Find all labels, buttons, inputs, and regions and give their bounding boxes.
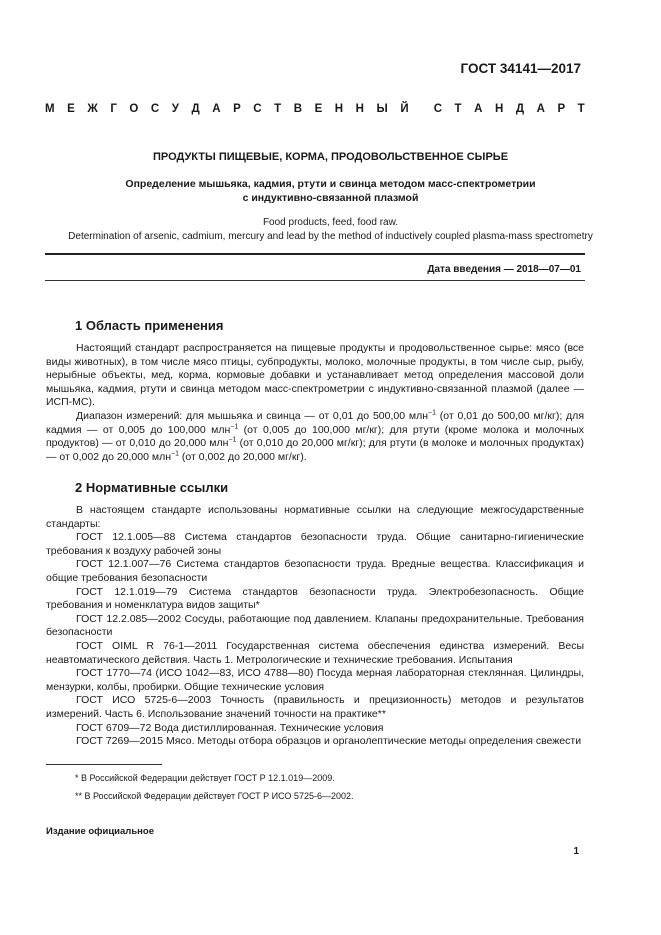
footnote-divider bbox=[46, 764, 162, 765]
standard-type-letter: С bbox=[150, 103, 160, 115]
reference-item: ГОСТ OIML R 76-1—2011 Государственная система обеспечения единства измерений. Весы неавтоматического действия. Часть 1. Метрологические и технические требования. Испытания bbox=[46, 639, 584, 666]
section-2-heading: 2 Нормативные ссылки bbox=[75, 480, 229, 495]
english-title bbox=[0, 216, 661, 244]
standard-type-letter: Ж bbox=[87, 103, 98, 115]
subtitle-line-2: с индуктивно-связанной плазмой bbox=[242, 192, 419, 204]
subtitle-line-1: Определение мышьяка, кадмия, ртути и свинца методом масс-спектрометрии bbox=[125, 178, 536, 190]
date-divider bbox=[45, 280, 585, 281]
standard-type-letter: А bbox=[212, 103, 221, 115]
page-number: 1 bbox=[573, 846, 579, 857]
reference-item: ГОСТ 1770—74 (ИСО 1042—83, ИСО 4788—80) Посуда мерная лабораторная стеклянная. Цилиндры, мензурки, колбы, пробирки. Общие технические условия bbox=[46, 667, 584, 693]
reference-item: ГОСТ 12.1.005—88 Система стандартов безопасности труда. Общие санитарно-гигиенические требования к воздуху рабочей зоны bbox=[46, 531, 584, 557]
standard-type-letter: А bbox=[474, 103, 483, 115]
section-1-heading: 1 Область применения bbox=[75, 318, 224, 333]
references-intro: В настоящем стандарте использованы нормативные ссылки на следующие межгосударственные стандарты: bbox=[46, 504, 584, 530]
reference-item: ГОСТ 12.1.007—76 Система стандартов безопасности труда. Вредные вещества. Классификация и общие требования безопасности bbox=[46, 558, 584, 584]
standard-type-letter: В bbox=[293, 103, 303, 115]
section-1-body bbox=[46, 342, 584, 464]
standard-type-letter: Й bbox=[400, 103, 409, 115]
reference-item: ГОСТ 7269—2015 Мясо. Методы отбора образцов и органолептические методы определения свежести bbox=[76, 735, 582, 748]
standard-type-letter: Т bbox=[454, 103, 462, 115]
standard-type-letter: О bbox=[129, 103, 139, 115]
footnote-2: ** В Российской Федерации действует ГОСТ Р ИСО 5725-6—2002. bbox=[75, 791, 354, 801]
reference-item: ГОСТ 12.1.019—79 Система стандартов безопасности труда. Электробезопасность. Общие требования и номенклатура видов защиты* bbox=[46, 585, 584, 612]
standard-type-letter: Р bbox=[557, 103, 566, 115]
standard-type-letter: Р bbox=[233, 103, 241, 115]
scope-paragraph: Настоящий стандарт распространяется на пищевые продукты и продовольственное сырье: мясо (все виды животных), в том числе мясо птицы, субпродукты, молоко, молочные продукты, в том числе сыр, рыбу, нерыбные объекты, мед, корма, кормовые добавки и устанавливает метод определения массовой доли мышьяка, кадмия, ртути и свинца методом масс-спектрометрии с индуктивно-связанной плазмой (далее — ИСП-МС). bbox=[46, 342, 584, 409]
standard-type-letter: С bbox=[433, 103, 442, 115]
effective-date: Дата введения — 2018—07—01 bbox=[427, 264, 581, 275]
standard-type-heading bbox=[45, 103, 585, 115]
standard-type-letter: Ы bbox=[376, 103, 388, 115]
standard-type-letter: Е bbox=[314, 103, 323, 115]
reference-item: ГОСТ 6709—72 Вода дистиллированная. Технические условия bbox=[76, 721, 384, 734]
document-subtitle bbox=[0, 177, 661, 205]
section-2-body bbox=[46, 504, 584, 749]
title-divider bbox=[45, 253, 585, 255]
document-title: ПРОДУКТЫ ПИЩЕВЫЕ, КОРМА, ПРОДОВОЛЬСТВЕННОЕ СЫРЬЕ bbox=[152, 151, 509, 163]
standard-type-letter: С bbox=[253, 103, 262, 115]
reference-item: ГОСТ ИСО 5725-6—2003 Точность (правильность и прецизионность) методов и результатов измерений. Часть 6. Использование значений точности на практике** bbox=[46, 694, 584, 720]
standard-type-letter: М bbox=[45, 103, 55, 115]
standard-type-letter: Г bbox=[110, 103, 117, 115]
footnote-1: * В Российской Федерации действует ГОСТ Р 12.1.019—2009. bbox=[75, 773, 335, 783]
standard-type-letter: Н bbox=[334, 103, 344, 115]
standard-type-letter: Н bbox=[494, 103, 504, 115]
standard-type-letter: У bbox=[171, 103, 179, 115]
reference-item: ГОСТ 12.2.085—2002 Сосуды, работающие под давлением. Клапаны предохранительные. Требования безопасности bbox=[46, 612, 584, 639]
standard-type-letter: Т bbox=[577, 103, 585, 115]
standard-type-letter: А bbox=[536, 103, 545, 115]
official-edition-label: Издание официальное bbox=[46, 826, 154, 837]
standard-type-letter: Д bbox=[191, 103, 200, 115]
standard-type-letter: Т bbox=[274, 103, 282, 115]
document-code: ГОСТ 34141—2017 bbox=[460, 61, 581, 76]
measurement-range-paragraph: Диапазон измерений: для мышьяка и свинца — от 0,01 до 500,00 млн$^{-1}$ (от 0,01 до 500,00 мг/кг); для кадмия — от 0,005 до 100,000 млн$^{-1}$ (от 0,005 до 100,000 мг/кг); для ртути (кроме молока и молочных продуктов) — от 0,010 до 20,000 млн$^{-1}$ (от 0,010 до 20,000 мг/кг); для ртути (в молоке и молочных продуктах) — от 0,002 до 20,000 млн$^{-1}$ (от 0,002 до 20,000 мг/кг). bbox=[46, 409, 585, 463]
standard-type-letter: Е bbox=[67, 103, 75, 115]
english-title-line-2: Determination of arsenic, cadmium, mercury and lead by the method of inductively coupled plasma-mass spectrometry bbox=[68, 231, 593, 242]
standard-type-letter: Н bbox=[355, 103, 364, 115]
english-title-line-1: Food products, feed, food raw. bbox=[262, 217, 399, 228]
standard-type-letter: Д bbox=[515, 103, 525, 115]
